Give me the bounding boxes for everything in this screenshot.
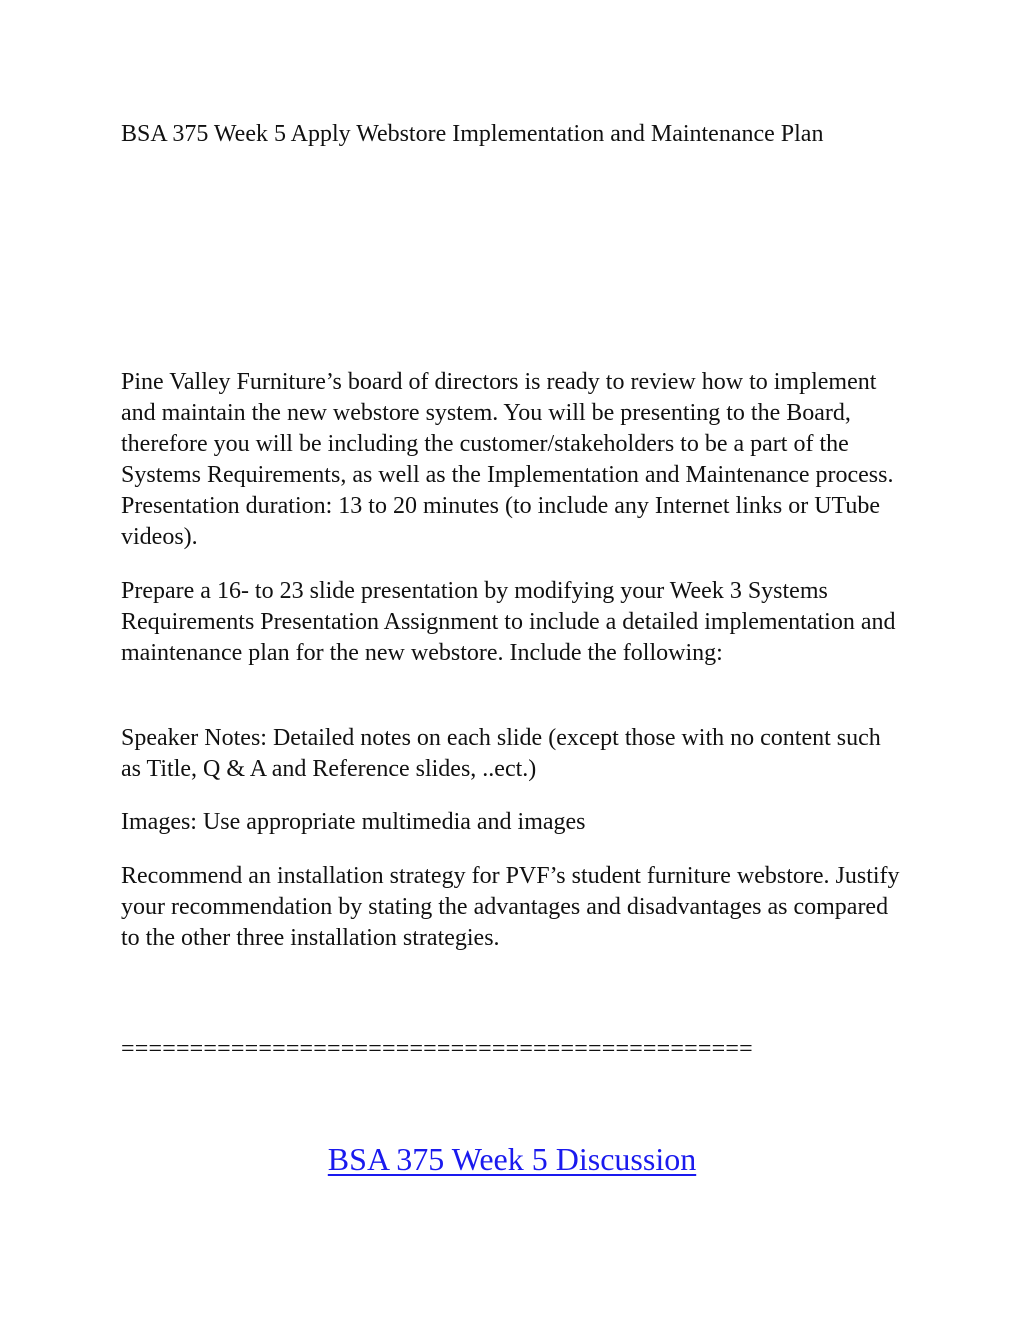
paragraph-installation-strategy: Recommend an installation strategy for PVF’s student furniture webstore. Justify your recommendation by stating the advantages and disadvantages as compared to the other three installation strategies. — [121, 863, 900, 951]
document-title: BSA 375 Week 5 Apply Webstore Implementation and Maintenance Plan — [121, 121, 824, 147]
discussion-link[interactable]: BSA 375 Week 5 Discussion — [327, 1141, 697, 1177]
paragraph-presentation-requirements: Prepare a 16- to 23 slide presentation by modifying your Week 3 Systems Requirements Presentation Assignment to include a detailed implementation and maintenance plan for the new webstore. Include the following: — [121, 578, 896, 666]
section-divider: ============================================== — [121, 1036, 753, 1062]
paragraph-speaker-notes: Speaker Notes: Detailed notes on each slide (except those with no content such as Title, Q & A and Reference slides, ..ect.) — [121, 725, 881, 782]
paragraph-board-review: Pine Valley Furniture’s board of directors is ready to review how to implement and maintain the new webstore system. You will be presenting to the Board, therefore you will be including the customer/stakeholders to be a part of the Systems Requirements, as well as the Implementation and Maintenance process. Presentation duration: 13 to 20 minutes (to include any Internet links or UTube videos). — [121, 369, 894, 550]
discussion-link-container — [0, 1139, 1024, 1179]
paragraph-images: Images: Use appropriate multimedia and images — [121, 809, 586, 835]
